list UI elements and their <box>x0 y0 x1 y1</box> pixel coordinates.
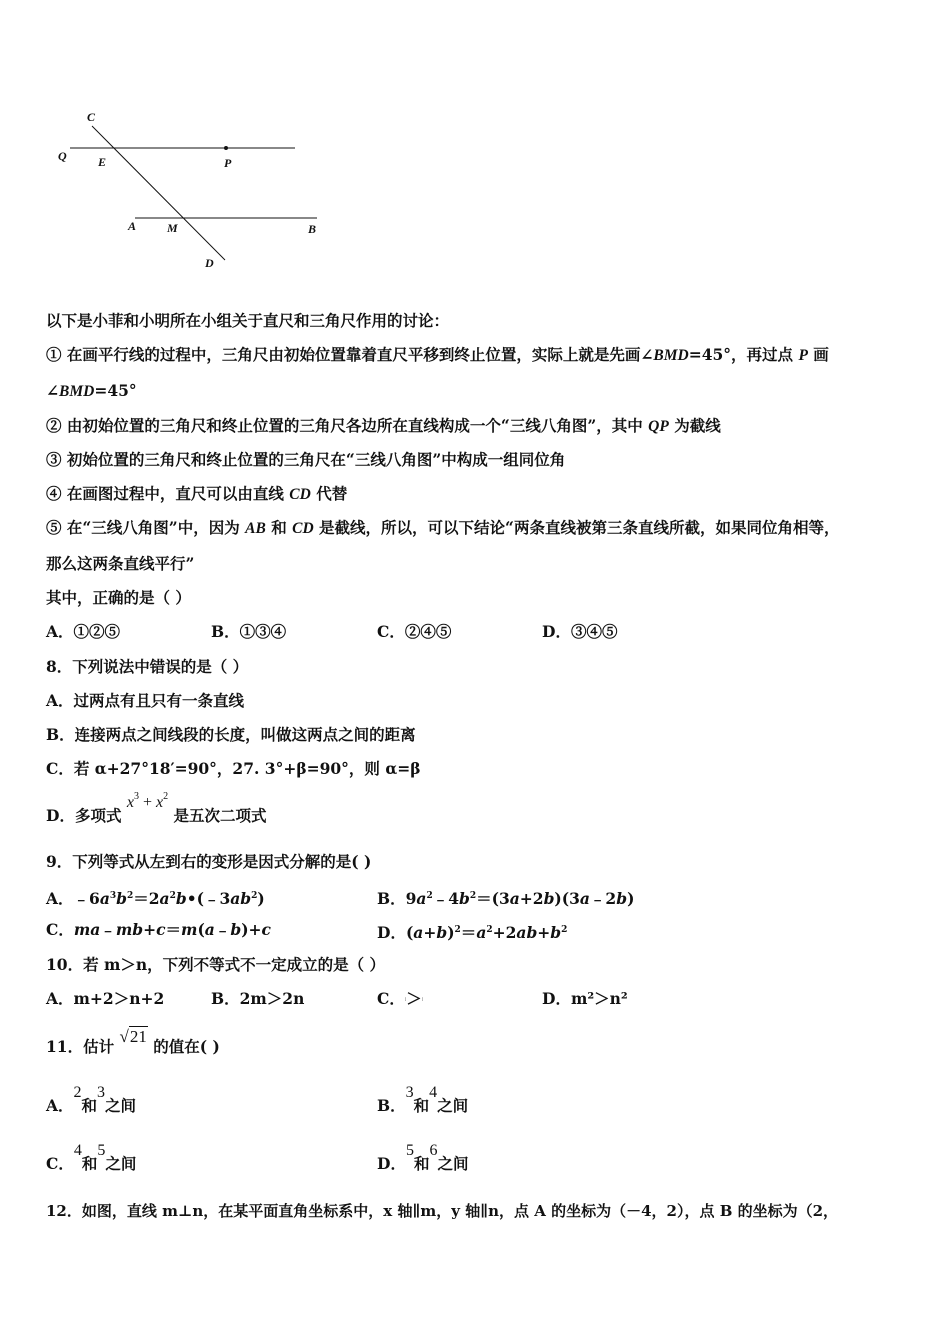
q8-stem: 8．下列说法中错误的是（ ） <box>46 657 249 676</box>
q10-option-d[interactable]: D．m²＞n² <box>542 989 628 1008</box>
q10-option-a[interactable]: A．m+2＞n+2 <box>46 989 165 1008</box>
q10-option-b[interactable]: B．2m＞2n <box>211 989 305 1008</box>
label-Q: Q <box>58 149 67 163</box>
discussion-intro: 以下是小菲和小明所在小组关于直尺和三角尺作用的讨论： <box>46 311 450 330</box>
label-M: M <box>167 221 178 235</box>
q11-option-b[interactable]: B．3和4之间 <box>377 1084 469 1115</box>
label-D: D <box>205 256 214 270</box>
fraction-icon: ⁞ <box>404 997 407 1003</box>
q9-stem: 9．下列等式从左到右的变形是因式分解的是( ) <box>46 852 372 871</box>
label-B: B <box>308 222 317 236</box>
label-C: C <box>87 110 96 124</box>
label-A: A <box>128 219 137 233</box>
point-P <box>224 146 228 150</box>
geometry-figure <box>55 108 335 278</box>
statement-3: ③ 初始位置的三角尺和终止位置的三角尺在“三线八角图”中构成一组同位角 <box>46 450 566 469</box>
q8-option-c[interactable]: C．若 α+27°18′=90°，27. 3°+β=90°，则 α=β <box>46 759 421 778</box>
q11-stem: 11．估计 √21 的值在( ) <box>46 1027 220 1056</box>
label-P: P <box>224 156 232 170</box>
statement-4: ④ 在画图过程中，直尺可以由直线 CD 代替 <box>46 484 348 503</box>
fraction-icon: ⁞ <box>421 997 424 1003</box>
q11-option-c[interactable]: C．4和5之间 <box>46 1142 137 1173</box>
q9-option-b[interactable]: B．$9a^2﹣4b^2=(3a+2b)(3a﹣2b)$ <box>377 889 635 909</box>
statement-1-cont: ∠BMD=45° <box>46 381 137 400</box>
q7-option-c[interactable]: C．②④⑤ <box>377 622 452 641</box>
statement-1: ① 在画平行线的过程中，三角尺由初始位置靠着直尺平移到终止位置，实际上就是先画∠BMD=45°，再过点 P 画 <box>46 345 829 364</box>
q7-option-b[interactable]: B．①③④ <box>211 622 287 641</box>
statement-5: ⑤ 在“三线八角图”中，因为 AB 和 CD 是截线，所以，可以下结论“两条直线被第三条直线所截，如果同位角相等， <box>46 518 840 537</box>
q9-option-c[interactable]: C．ma﹣mb+c＝m(a﹣b)+c <box>46 920 271 939</box>
q11-option-a[interactable]: A．2和3之间 <box>46 1084 137 1115</box>
q8-option-a[interactable]: A．过两点有且只有一条直线 <box>46 691 245 710</box>
q12-stem: 12．如图，直线 m⊥n，在某平面直角坐标系中，x 轴∥m，y 轴∥n，点 A 的坐标为（－4，2），点 B 的坐标为（2， <box>46 1202 839 1220</box>
q11-option-d[interactable]: D．5和6之间 <box>377 1142 469 1173</box>
statement-5-cont: 那么这两条直线平行” <box>46 554 195 573</box>
label-E: E <box>98 155 107 169</box>
q7-question: 其中，正确的是（ ） <box>46 588 191 607</box>
q8-option-d[interactable]: D．多项式 $x^3 + x^2$ 是五次二项式 <box>46 791 267 825</box>
statement-2: ② 由初始位置的三角尺和终止位置的三角尺各边所在直线构成一个“三线八角图”，其中 QP 为截线 <box>46 416 721 435</box>
q9-option-d[interactable]: D．$(a+b)^2=a^2+2ab+b^2$ <box>377 923 568 943</box>
q9-option-a[interactable]: A．$﹣6a^3b^2=2a^2b•(﹣3ab^2)$ <box>46 889 265 909</box>
q10-option-c[interactable]: C．⁞＞⁞ <box>377 989 424 1008</box>
line-CD <box>92 126 225 260</box>
q7-option-a[interactable]: A．①②⑤ <box>46 622 121 641</box>
q10-stem: 10．若 m＞n，下列不等式不一定成立的是（ ） <box>46 955 386 974</box>
q8-option-b[interactable]: B．连接两点之间线段的长度，叫做这两点之间的距离 <box>46 725 416 744</box>
q7-option-d[interactable]: D．③④⑤ <box>542 622 618 641</box>
